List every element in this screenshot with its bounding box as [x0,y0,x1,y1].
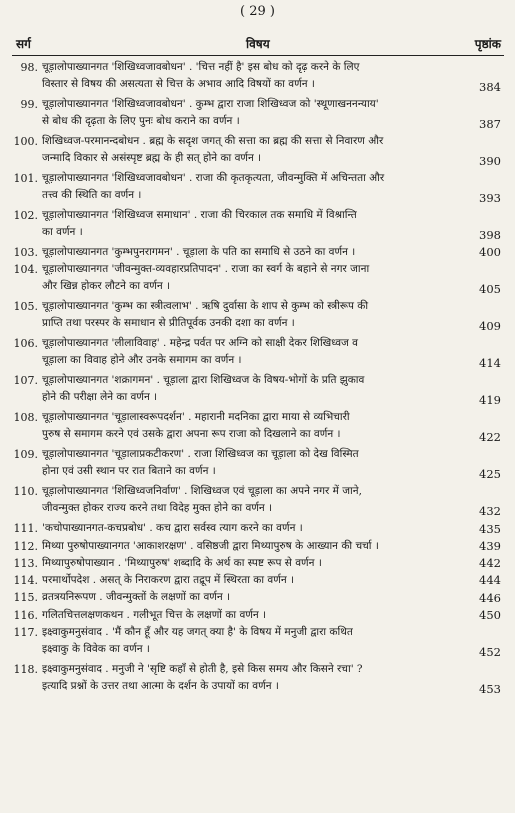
entry-number: 100. [13,135,38,148]
contents-entry [0,483,515,520]
header-sarg: सर्ग [16,37,31,51]
entry-description: चूड़ालोपाख्यानगत 'चूड़ालास्वरूपदर्शन' . महारानी मदनिका द्वारा माया से व्यभिचारी पुरुष से समागम करने एवं उसके द्वारा अपना रूप राजा को दिखलाने का वर्णन । [42,411,350,441]
entry-number: 101. [13,172,38,185]
entry-page-number: 442 [479,556,501,571]
entry-page-number: 384 [479,80,501,94]
contents-list [0,59,515,698]
entry-description: चूड़ालोपाख्यानगत 'शिखिध्वजावबोधन' . कुम्भ द्वारा राजा शिखिध्वज को 'स्थूणाखननन्याय' से बोध की दृढ़ता के लिए पुनः बोध कराने का वर्णन । [42,98,379,127]
contents-entry [0,538,515,555]
entry-number: 107. [13,374,38,388]
entry-page-number: 435 [479,521,501,536]
entry-description: शिखिध्वज-परमानन्दबोधन . ब्रह्म के सदृश जगत् की सत्ता का ब्रह्म की सत्ता से निवारण और जन्मादि विकार से असंस्पृष्ट ब्रह्म के ही सत् होने का वर्णन । [42,135,384,164]
entry-number: 108. [13,411,38,425]
entry-number: 103. [13,246,38,259]
entry-description: चूड़ालोपाख्यानगत 'शिखिध्वज समाधान' . राजा की चिरकाल तक समाधि में विश्रान्ति का वर्णन । [42,209,357,238]
contents-entry [0,572,515,589]
entry-description: इक्ष्वाकुमनुसंवाद . मनुजी ने 'सृष्टि कहाँ से होती है, इसे किस समय और किसने रचा' ? इत्यादि प्रश्नों के उत्तर तथा आत्मा के दर्शन के उपायों का वर्णन । [42,663,363,693]
entry-page-number: 393 [479,191,501,205]
contents-entry [0,589,515,606]
contents-entry [0,624,515,661]
entry-number: 118. [13,663,38,677]
entry-page-number: 444 [479,573,501,588]
entry-description: चूड़ालोपाख्यानगत 'कुम्भ का स्त्रीत्वलाभ' . ऋषि दुर्वासा के शाप से कुम्भ को स्त्रीरूप की प्राप्ति तथा परस्पर के समाधान से प्रीतिपूर्वक उनकी दशा का वर्णन । [42,300,369,330]
entry-number: 114. [13,574,38,588]
entry-description: व्रतत्रयनिरूपण . जीवन्मुक्तों के लक्षणों का वर्णन । [42,591,231,604]
entry-description: चूड़ालोपाख्यानगत 'जीवन्मुक्त-व्यवहारप्रतिपादन' . राजा का स्वर्ग के बहाने से नगर जाना और खिन्न होकर लौटने का वर्णन । [42,263,370,293]
contents-entry [0,133,515,170]
entry-number: 112. [13,539,38,553]
entry-page-number: 398 [479,228,501,242]
contents-entry [0,661,515,698]
entry-description: परमार्थोपदेश . असत् के निराकरण द्वारा तद्रूप में स्थिरता का वर्णन । [42,574,294,587]
entry-page-number: 446 [479,590,501,605]
entry-number: 105. [13,300,38,314]
contents-entry [0,520,515,537]
contents-entry [0,555,515,572]
entry-description: मिथ्यापुरुषोपाख्यान . 'मिथ्यापुरुष' शब्दादि के अर्थ का स्पष्ट रूप से वर्णन । [42,556,322,569]
entry-number: 109. [13,448,38,462]
contents-entry [0,372,515,409]
entry-number: 116. [13,608,38,622]
contents-entry [0,170,515,207]
entry-description: मिथ्या पुरुषोपाख्यानगत 'आकाशरक्षण' . वसिष्ठजी द्वारा मिथ्यापुरुष के आख्यान की चर्चा । [42,539,379,552]
entry-number: 111. [13,522,38,536]
entry-number: 98. [20,61,38,74]
entry-page-number: 432 [479,504,501,519]
entry-page-number: 419 [479,393,501,408]
entry-description: गलितचित्तलक्षणकथन . गलीभूत चित्त के लक्षणों का वर्णन । [42,608,267,621]
entry-description: चूड़ालोपाख्यानगत 'चूड़ालाप्रकटीकरण' . राजा शिखिध्वज का चूड़ाला को देख विस्मित होना एवं उसी स्थान पर रात बिताने का वर्णन । [42,448,359,478]
contents-entry [0,96,515,133]
contents-entry [0,207,515,244]
contents-entry [0,59,515,96]
header-divider [12,55,504,56]
entry-page-number: 452 [479,645,501,660]
entry-page-number: 450 [479,608,501,623]
page-number: ( 29 ) [240,4,275,19]
entry-number: 117. [13,626,38,640]
contents-entry [0,446,515,483]
contents-entry [0,298,515,335]
header-vishay: विषय [246,37,270,51]
entry-description: इक्ष्वाकुमनुसंवाद . 'मैं कौन हूँ और यह जगत् क्या है' के विषय में मनुजी द्वारा कथित इक्ष्वाकु के विवेक का वर्णन । [42,626,353,656]
entry-description: चूड़ालोपाख्यानगत 'शिखिध्वजावबोधन' . राजा की कृतकृत्यता, जीवन्मुक्ति में अचिन्तता और तत्त्व की स्थिति का वर्णन । [42,172,385,201]
entry-page-number: 425 [479,467,501,482]
contents-entry [0,261,515,298]
entry-page-number: 387 [479,117,501,131]
entry-page-number: 414 [479,356,501,371]
entry-description: 'कचोपाख्यानगत-कचप्रबोध' . कच द्वारा सर्वस्व त्याग करने का वर्णन । [42,522,303,535]
entry-page-number: 453 [479,682,501,697]
entry-page-number: 390 [479,154,501,168]
entry-page-number: 439 [479,538,501,553]
entry-description: चूड़ालोपाख्यानगत 'लीलाविवाह' . महेन्द्र पर्वत पर अग्नि को साक्षी देकर शिखिध्वज व चूड़ाला का विवाह होने और उनके समागम का वर्णन । [42,337,358,367]
header-page: पृष्ठांक [474,37,501,51]
entry-number: 110. [13,485,38,499]
entry-description: चूड़ालोपाख्यानगत 'शिखिध्वजनिर्वाण' . शिखिध्वज एवं चूड़ाला का अपने नगर में जाने, जीवन्मुक्त होकर राज्य करने तथा विदेह मुक्त होने का वर्णन । [42,485,362,515]
entry-number: 99. [20,98,38,111]
contents-entry [0,409,515,446]
contents-entry [0,607,515,624]
entry-page-number: 405 [479,282,501,297]
table-header [0,35,515,55]
entry-page-number: 409 [479,319,501,334]
entry-description: चूड़ालोपाख्यानगत 'शक्रागमन' . चूड़ाला द्वारा शिखिध्वज के विषय-भोगों के प्रति झुकाव होने की परीक्षा लेने का वर्णन । [42,374,365,404]
entry-number: 106. [13,337,38,351]
entry-number: 115. [13,591,38,605]
contents-entry [0,244,515,261]
entry-page-number: 400 [479,245,501,260]
contents-entry [0,335,515,372]
entry-number: 104. [13,263,38,277]
entry-page-number: 422 [479,430,501,445]
entry-description: चूड़ालोपाख्यानगत 'कुम्भपुनरागमन' . चूड़ाला के पति का समाधि से उठने का वर्णन । [42,246,356,258]
entry-number: 102. [13,209,38,222]
entry-description: चूड़ालोपाख्यानगत 'शिखिध्वजावबोधन' . 'चित्त नहीं है' इस बोध को दृढ़ करने के लिए विस्तार से विषय की असत्यता से चित्त के अभाव आदि विषयों का वर्णन । [42,61,360,90]
entry-number: 113. [13,556,38,570]
